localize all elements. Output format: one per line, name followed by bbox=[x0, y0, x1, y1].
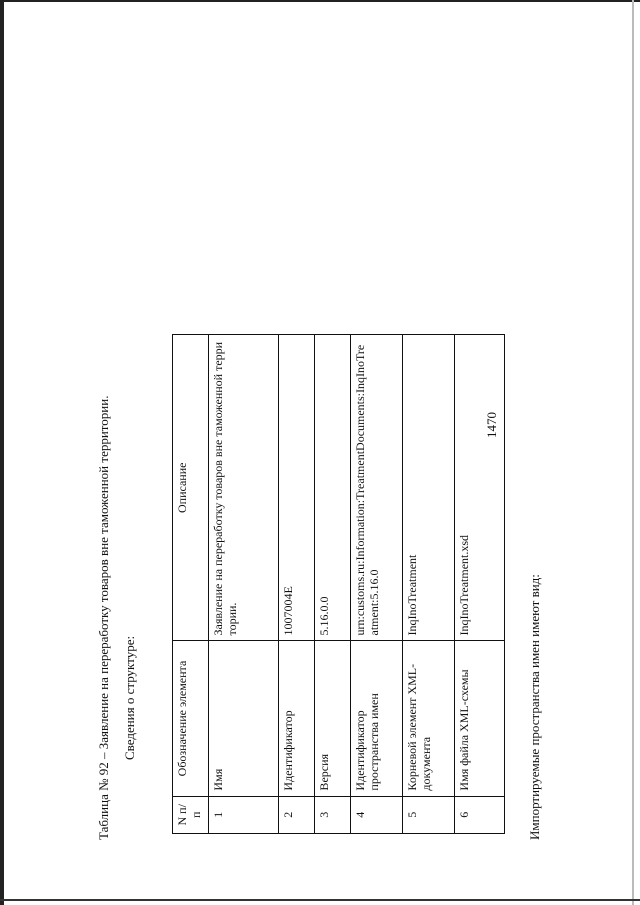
row-element: Версия bbox=[315, 641, 351, 796]
table-row bbox=[351, 335, 403, 834]
namespaces-note: Импортируемые пространства имен имеют вид: bbox=[527, 574, 542, 840]
row-num: 1 bbox=[209, 796, 279, 833]
row-element: Имя bbox=[209, 641, 279, 796]
header-element: Обозначение элемента bbox=[173, 641, 209, 796]
row-description: 1007004E bbox=[279, 335, 315, 642]
row-num: 6 bbox=[455, 796, 505, 833]
table-row bbox=[279, 335, 315, 834]
structure-subtitle: Сведения о структуре: bbox=[122, 635, 137, 760]
scan-border-top bbox=[0, 0, 640, 2]
table-header-row bbox=[173, 335, 209, 834]
header-num: N п/п bbox=[173, 796, 209, 833]
row-description: InqInoTreatment bbox=[403, 335, 455, 642]
header-description: Описание bbox=[173, 335, 209, 642]
structure-table bbox=[172, 334, 504, 834]
scan-border-left bbox=[0, 0, 4, 905]
row-num: 2 bbox=[279, 796, 315, 833]
table-caption: Таблица № 92 – Заявление на переработку товаров вне таможенной территории. bbox=[96, 395, 111, 840]
row-element: Корневой элемент XML-документа bbox=[403, 641, 455, 796]
scan-border-right bbox=[632, 0, 634, 905]
row-element: Идентификатор пространства имен bbox=[351, 641, 403, 796]
table-row bbox=[315, 335, 351, 834]
row-num: 5 bbox=[403, 796, 455, 833]
table-row bbox=[403, 335, 455, 834]
page-number: 1470 bbox=[484, 412, 499, 438]
row-description: Заявление на переработку товаров вне таможенной территории. bbox=[209, 335, 279, 642]
row-element: Имя файла XML-схемы bbox=[455, 641, 505, 796]
row-num: 3 bbox=[315, 796, 351, 833]
row-description: 5.16.0.0 bbox=[315, 335, 351, 642]
scan-border-bottom bbox=[0, 899, 640, 901]
row-description: urn:customs.ru:Information:TreatmentDocuments:InqInoTreatment:5.16.0 bbox=[351, 335, 403, 642]
table-row bbox=[209, 335, 279, 834]
table-row bbox=[455, 335, 505, 834]
row-element: Идентификатор bbox=[279, 641, 315, 796]
row-description: InqInoTreatment.xsd bbox=[455, 335, 505, 642]
row-num: 4 bbox=[351, 796, 403, 833]
